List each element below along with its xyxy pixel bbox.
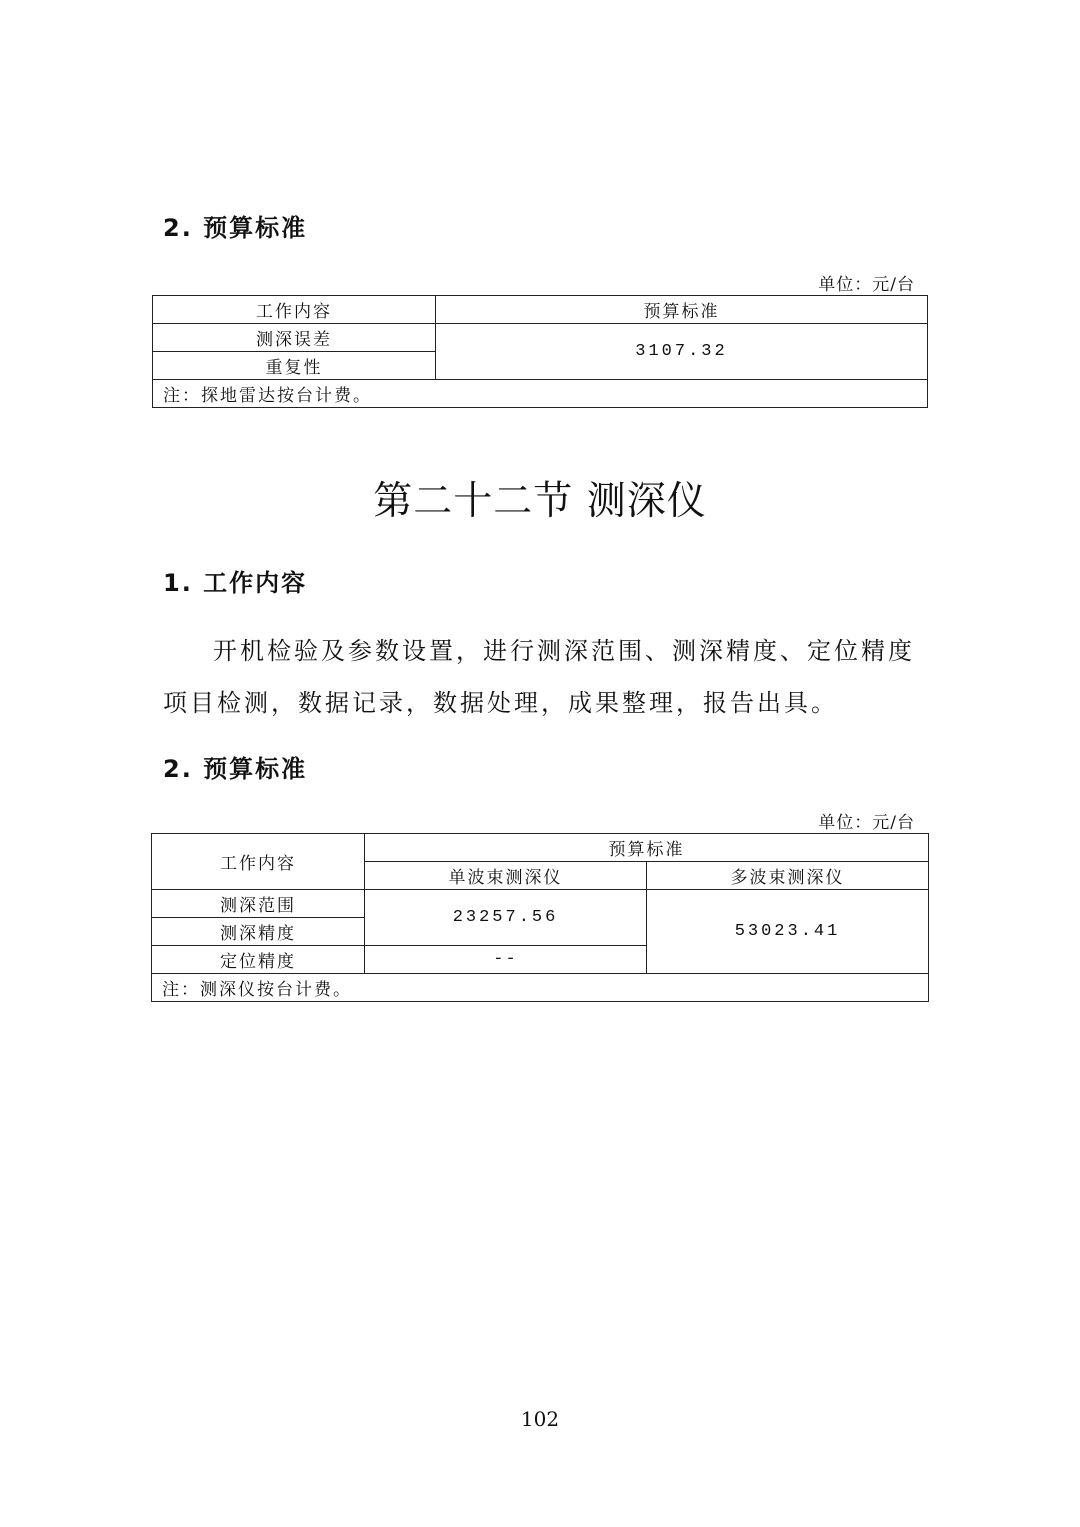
row-label: 测深误差 <box>153 324 436 352</box>
multi-beam-value: 53023.41 <box>647 890 929 974</box>
chapter-title: 第二十二节 测深仪 <box>373 479 707 524</box>
row-label: 定位精度 <box>152 946 365 974</box>
row-label: 重复性 <box>153 352 436 380</box>
row-label: 测深范围 <box>152 890 365 918</box>
section-heading-budget-a: 2. 预算标准 <box>163 214 308 242</box>
section-heading-work-content: 1. 工作内容 <box>163 569 308 597</box>
table-note: 注：探地雷达按台计费。 <box>153 380 928 408</box>
header-single-beam: 单波束测深仪 <box>365 862 647 890</box>
page-number: 102 <box>520 1407 560 1431</box>
work-content-paragraph: 开机检验及参数设置，进行测深范围、测深精度、定位精度项目检测，数据记录，数据处理，成果整理，报告出具。 <box>163 637 915 717</box>
header-budget-standard: 预算标准 <box>436 296 928 324</box>
single-beam-dash: -- <box>365 946 647 974</box>
table-note: 注：测深仪按台计费。 <box>152 974 929 1002</box>
section-heading-budget-b: 2. 预算标准 <box>163 755 308 783</box>
header-work-content: 工作内容 <box>153 296 436 324</box>
budget-table-b <box>151 833 929 1002</box>
header-work-content: 工作内容 <box>152 834 365 890</box>
unit-label-a: 单位：元/台 <box>818 275 915 295</box>
row-label: 测深精度 <box>152 918 365 946</box>
unit-label-b: 单位：元/台 <box>818 813 915 833</box>
single-beam-value: 23257.56 <box>365 890 647 946</box>
header-budget-standard: 预算标准 <box>365 834 929 862</box>
value-cell: 3107.32 <box>436 324 928 380</box>
budget-table-a <box>152 295 928 408</box>
header-multi-beam: 多波束测深仪 <box>647 862 929 890</box>
